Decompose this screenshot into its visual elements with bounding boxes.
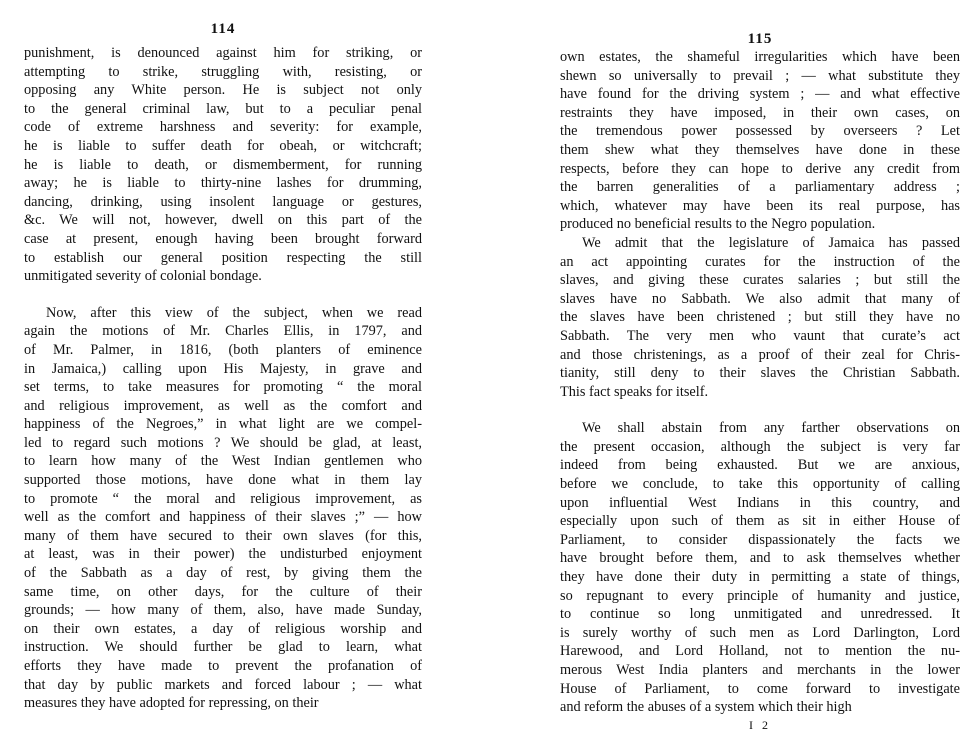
text-line: which, whatever may have been its real purpose, has — [560, 197, 960, 214]
text-line: supported those motions, have done what in them lay — [24, 472, 422, 489]
right-page-text — [560, 48, 960, 717]
text-line: upon influential West Indians in this country, and — [560, 494, 960, 511]
text-line: away; he is liable to thirty-nine lashes for drumming, — [24, 175, 422, 192]
text-line: at least, was in their power) the undisturbed enjoyment — [24, 546, 422, 563]
text-line: and reform the abuses of a system which their high — [560, 699, 852, 716]
text-line: We shall abstain from any farther observations on — [582, 420, 960, 437]
text-line: slaves have no Sabbath. We also admit that many of — [560, 290, 960, 307]
text-line: happiness of the Negroes,” in what light are we compel- — [24, 416, 422, 433]
text-line: same time, on other days, for the culture of their — [24, 583, 422, 600]
text-line: of the Sabbath as a day of rest, by giving them the — [24, 565, 422, 582]
text-line: restraints they have imposed, in their own cases, on — [560, 104, 960, 121]
text-line: merous West India planters and merchants in the lower — [560, 662, 960, 678]
paragraph — [24, 44, 422, 286]
right-page-number: 115 — [747, 31, 773, 47]
left-page — [24, 0, 422, 713]
text-line: opposing any White person. He is subject not only — [24, 82, 422, 99]
text-line: indeed from being exhausted. But we are anxious, — [560, 457, 960, 474]
text-line: to the general criminal law, but to a peculiar penal — [24, 100, 422, 117]
text-line: again the motions of Mr. Charles Ellis, in 1797, and — [24, 323, 422, 340]
text-line: House of Parliament, to come forward to investigate — [560, 680, 960, 697]
text-line: unmitigated severity of colonial bondage. — [24, 268, 262, 285]
text-line: he is liable to suffer death for obeah, or witchcraft; — [24, 137, 422, 154]
text-line: in Jamaica,) calling upon His Majesty, in grave and — [24, 360, 422, 377]
text-line: the present occasion, although the subject is very far — [560, 438, 960, 455]
text-line: to learn how many of the West Indian gentlemen who — [24, 453, 422, 470]
signature-mark: I 2 — [749, 717, 771, 732]
text-line: that day by public markets and forced labour ; — what — [24, 676, 422, 693]
text-line: efforts they have made to prevent the profanation of — [24, 658, 422, 674]
text-line: the slaves have been christened ; but still they have no — [560, 309, 960, 326]
paragraph-gap — [560, 401, 960, 419]
text-line: instruction. We should further be glad to learn, what — [24, 639, 422, 656]
paragraph — [560, 234, 960, 401]
text-line: shewn so universally to prevail ; — what substitute they — [560, 67, 960, 84]
text-line: This fact speaks for itself. — [560, 383, 709, 400]
left-page-number: 114 — [210, 21, 236, 37]
text-line: set terms, to take measures for promoting “ the moral — [24, 379, 422, 396]
text-line: Now, after this view of the subject, when we read — [46, 304, 422, 321]
text-line: Harewood, and Lord Holland, not to mention the nu- — [560, 643, 960, 660]
text-line: grounds; — how many of them, also, have made Sunday, — [24, 602, 422, 619]
text-line: Sabbath. The very men who vaunt that curate’s act — [560, 327, 960, 344]
text-line: he is liable to death, or dismemberment, for running — [24, 156, 422, 173]
text-line: produced no beneficial results to the Negro population. — [560, 216, 876, 233]
text-line: own estates, the shameful irregularities which have been — [560, 49, 960, 65]
text-line: code of extreme harshness and severity: for example, — [24, 119, 422, 136]
text-line: and religious improvement, as well as the comfort and — [24, 397, 422, 414]
text-line: have found for the driving system ; — and what effective — [560, 86, 960, 103]
paragraph — [560, 48, 960, 234]
text-line: tianity, still deny to their slaves the Christian Sabbath. — [560, 365, 960, 382]
right-page — [560, 0, 960, 733]
text-line: to establish our general position respecting the still — [24, 249, 422, 266]
text-line: well as the comfort and happiness of their slaves ;” — how — [24, 509, 422, 526]
text-line: the tremendous power possessed by overseers ? Let — [560, 123, 960, 140]
text-line: an act appointing curates for the instruction of the — [560, 253, 960, 270]
text-line: &c. We will not, however, dwell on this part of the — [24, 212, 422, 229]
text-line: case at present, enough having been brought forward — [24, 230, 422, 247]
text-line: and those christenings, as a proof of their zeal for Chris- — [560, 346, 960, 363]
text-line: slaves, and giving these curates salaries ; but still the — [560, 272, 960, 289]
text-line: to promote “ the moral and religious improvement, as — [24, 490, 422, 507]
left-page-text — [24, 44, 422, 713]
text-line: attempting to strike, struggling with, resisting, or — [24, 63, 422, 80]
text-line: so repugnant to every principle of humanity and justice, — [560, 587, 960, 604]
text-line: them shew what they themselves have done in these — [560, 141, 960, 158]
text-line: punishment, is denounced against him for striking, or — [24, 45, 422, 61]
paragraph-gap — [24, 286, 422, 304]
text-line: have brought before them, and to ask themselves whether — [560, 550, 960, 567]
paragraph — [24, 304, 422, 713]
text-line: on their own estates, a day of religious worship and — [24, 620, 422, 637]
text-line: especially upon such of them as sit in either House of — [560, 513, 960, 530]
text-line: respects, before they can hope to derive any credit from — [560, 160, 960, 177]
text-line: of Mr. Palmer, in 1816, (both planters of eminence — [24, 341, 422, 358]
text-line: the barren generalities of a parliamentary address ; — [560, 179, 960, 196]
text-line: they have done their duty in permitting a state of things, — [560, 569, 960, 586]
text-line: led to regard such motions ? We should be glad, at least, — [24, 434, 422, 451]
text-line: We admit that the legislature of Jamaica has passed — [582, 234, 960, 251]
text-line: measures they have adopted for repressing, on their — [24, 695, 319, 712]
text-line: dancing, drinking, using insolent language or gestures, — [24, 193, 422, 210]
text-line: before we conclude, to take this opportunity of calling — [560, 476, 960, 493]
text-line: Parliament, to consider dispassionately the facts we — [560, 531, 960, 548]
text-line: is surely worthy of such men as Lord Darlington, Lord — [560, 624, 960, 641]
text-line: many of them have secured to their own slaves (for this, — [24, 527, 422, 544]
paragraph — [560, 419, 960, 717]
text-line: to continue so long unmitigated and unredressed. It — [560, 606, 960, 623]
